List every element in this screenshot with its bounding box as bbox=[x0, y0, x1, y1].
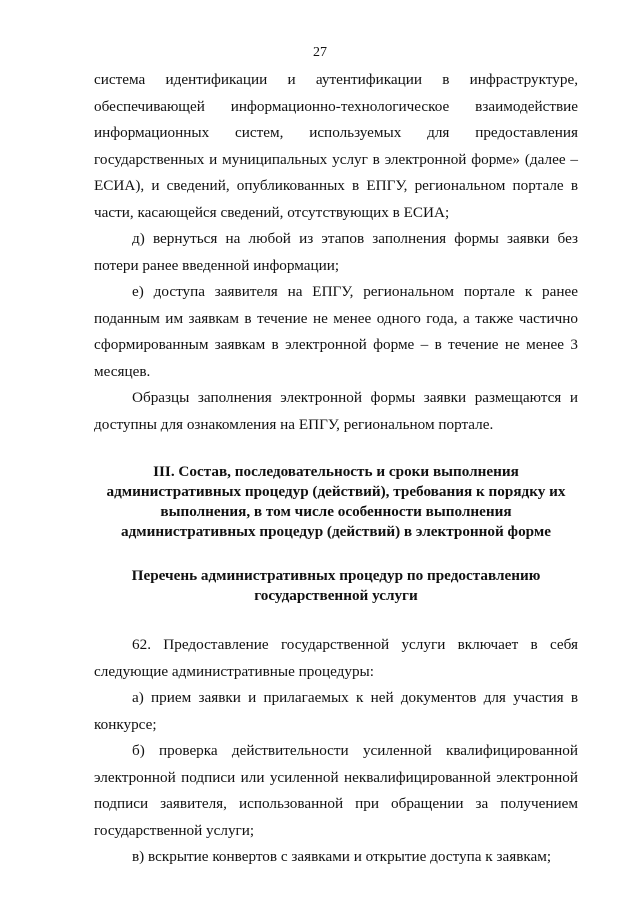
list-item-a: а) прием заявки и прилагаемых к ней документов для участия в конкурсе; bbox=[94, 689, 578, 733]
paragraph-item-d: д) вернуться на любой из этапов заполнения формы заявки без потери ранее введенной информации; bbox=[94, 230, 578, 274]
subheading-procedures-list: Перечень административных процедур по предоставлению государственной услуги bbox=[131, 567, 541, 604]
paragraph-item-e: е) доступа заявителя на ЕПГУ, региональном портале к ранее поданным им заявкам в течение не менее одного года, а также частично сформированным заявкам в электронной форме – в течение не менее 3 месяцев. bbox=[94, 283, 578, 380]
list-item-v: в) вскрытие конвертов с заявками и открытие доступа к заявкам; bbox=[132, 848, 552, 865]
document-body bbox=[94, 67, 578, 871]
page-number: 27 bbox=[313, 45, 327, 60]
section-heading-iii: III. Состав, последовательность и сроки выполнения административных процедур (действий), требования к порядку их выполнения, в том числе особенности выполнения административных процедур (действий) в электронной форме bbox=[106, 463, 566, 540]
paragraph-samples: Образцы заполнения электронной формы заявки размещаются и доступны для ознакомления на ЕПГУ, региональном портале. bbox=[94, 389, 578, 433]
paragraph-esia: система идентификации и аутентификации в инфраструктуре, обеспечивающей информационно-технологическое взаимодействие информационных систем, используемых для предоставления государственных и муниципальных услуг в электронной форме» (далее – ЕСИА), и сведений, опубликованных в ЕПГУ, региональном портале в части, касающейся сведений, отсутствующих в ЕСИА; bbox=[94, 71, 578, 221]
paragraph-62: 62. Предоставление государственной услуги включает в себя следующие административные процедуры: bbox=[94, 636, 578, 680]
list-item-b: б) проверка действительности усиленной квалифицированной электронной подписи или усиленной неквалифицированной электронной подписи заявителя, использованной при обращении за получением государственной услуги; bbox=[94, 742, 578, 839]
